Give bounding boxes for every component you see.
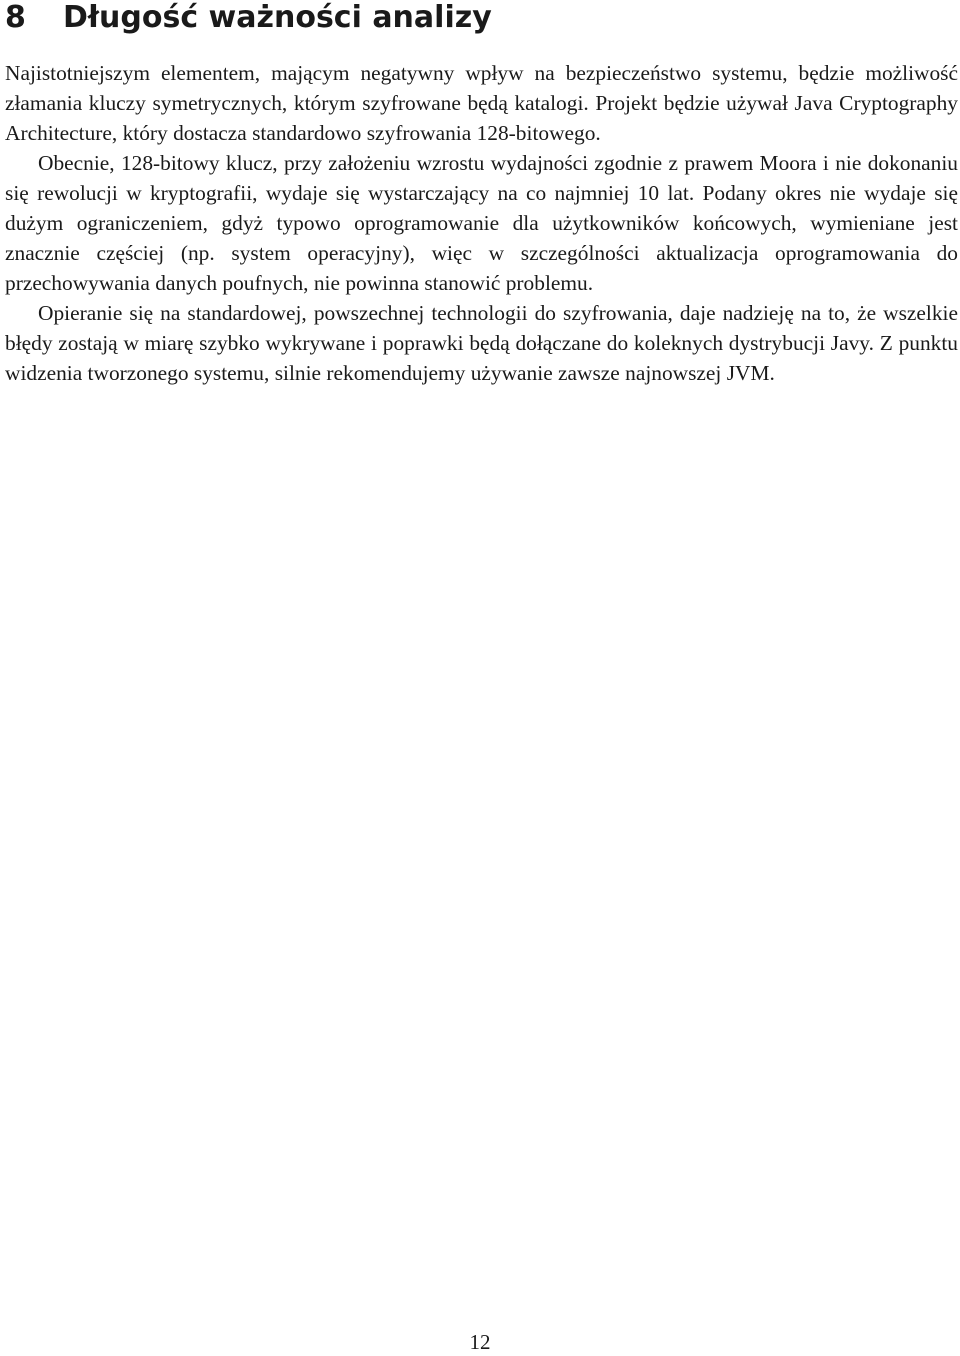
paragraph-2: Obecnie, 128-bitowy klucz, przy założeniu wzrostu wydajności zgodnie z prawem Moora i nie dokonaniu się rewolucji w kryptografii, wydaje się wystarczający na co najmniej 10 lat. Podany okres nie wydaje się dużym ograniczeniem, gdyż typowo oprogramowanie dla użytkowników końcowych, wymieniane jest znacznie częściej (np. system operacyjny), więc w szczególności aktualizacja oprogramowania do przechowywania danych poufnych, nie powinna stanowić problemu.	[5, 151, 958, 295]
page-number: 12	[469, 1330, 491, 1354]
paragraph-3: Opieranie się na standardowej, powszechnej technologii do szyfrowania, daje nadzieję na to, że wszelkie błędy zostają w miarę szybko wykrywane i poprawki będą dołączane do koleknych dystrybucji Javy. Z punktu widzenia tworzonego systemu, silnie rekomendujemy używanie zawsze najnowszej JVM.	[5, 301, 958, 385]
section-body	[5, 58, 958, 388]
section-number: 8	[5, 0, 26, 35]
section-heading	[5, 0, 492, 36]
section-title: Długość ważności analizy	[63, 0, 492, 35]
paragraph-1: Najistotniejszym elementem, mającym negatywny wpływ na bezpieczeństwo systemu, będzie możliwość złamania kluczy symetrycznych, którym szyfrowane będą katalogi. Projekt będzie używał Java Cryptography Architecture, który dostacza standardowo szyfrowania 128-bitowego.	[5, 61, 958, 145]
